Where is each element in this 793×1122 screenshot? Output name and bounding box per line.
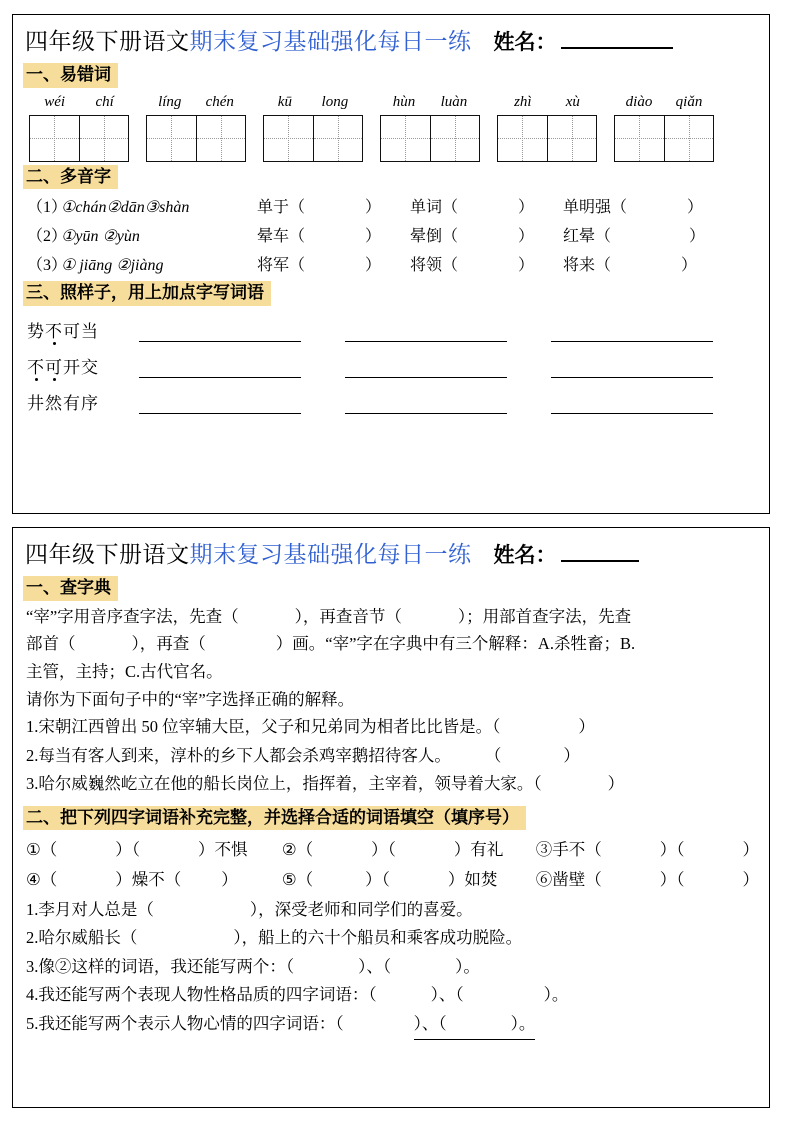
name-label: 姓名：: [493, 543, 557, 567]
idiom-blank-item[interactable]: [282, 836, 536, 860]
paren-close: ）: [607, 774, 625, 794]
row-index: （3）: [27, 257, 68, 275]
idiom-blank-item[interactable]: [536, 866, 759, 890]
title-black-text: 四年级下册语文: [25, 29, 190, 54]
paren-open: （: [40, 840, 58, 860]
item-tail: ）不惧: [198, 840, 248, 860]
idiom-blank-item[interactable]: [536, 836, 759, 860]
idiom-blank-item[interactable]: [282, 866, 536, 890]
answer-write-line[interactable]: [139, 412, 301, 414]
fill-sentence: [23, 1010, 759, 1040]
paren-mid: ）（: [365, 870, 390, 890]
idiom-word: [27, 389, 139, 414]
paren-mid: ）燥不（: [115, 870, 182, 890]
duoyinzi-row: [23, 249, 759, 278]
pinyin-pair: [614, 94, 714, 115]
section-heading-idiom: 二、把下列四字词语补充完整，并选择合适的词语填空（填序号）: [23, 806, 526, 831]
sentence-text: ）。: [510, 1013, 536, 1033]
pinyin-pair: [146, 94, 246, 115]
question-text: 3.哈尔威巍然屹立在他的船长岗位上，指挥着，主宰着，领导着大家。（: [26, 774, 542, 794]
item-marker: ①: [26, 840, 41, 860]
pinyin-grid-row: [23, 94, 759, 162]
idiom-char: 开: [63, 357, 81, 377]
section-heading-1: 一、易错词: [23, 63, 118, 88]
dict-line-2: [23, 630, 759, 658]
idiom-answer-row: [23, 344, 759, 380]
pinyin-syllable: líng: [158, 93, 182, 110]
paren-mid: ）（: [659, 870, 685, 890]
duoyinzi-item[interactable]: [563, 252, 697, 275]
duoyinzi-item[interactable]: [410, 252, 563, 275]
sentence-text: 2.哈尔威船长（: [26, 928, 138, 948]
paren-close: ）: [518, 199, 535, 217]
tianzige-box[interactable]: [146, 115, 246, 162]
paren-close: ）: [687, 199, 704, 217]
page-title: [23, 21, 759, 60]
page-title: [23, 534, 759, 573]
duoyinzi-item[interactable]: [563, 194, 703, 217]
item-text: 晕倒（: [410, 228, 459, 246]
paren-mid: ）（: [659, 840, 685, 860]
paren-close: ）: [365, 199, 382, 217]
word-cell: [146, 94, 263, 162]
item-marker: ⑥: [535, 870, 553, 890]
dict-text: ），再查（: [131, 634, 206, 654]
duoyinzi-item[interactable]: [257, 252, 410, 275]
idiom-char-dotted: 不: [27, 357, 45, 377]
idiom-char: 势: [27, 321, 45, 341]
section-chazidian: [23, 573, 759, 799]
idiom-blank-row: [23, 832, 759, 862]
dict-question: [23, 713, 759, 741]
section-heading-dict: 一、查字典: [23, 576, 118, 601]
pinyin-syllable: xù: [565, 93, 580, 110]
paren-mid: ）（: [115, 840, 141, 860]
idiom-blank-row: [23, 862, 759, 892]
fill-sentence: [23, 924, 759, 952]
fill-sentence: [23, 892, 759, 924]
pinyin-syllable: kū: [277, 93, 292, 110]
sentence-text: ）、（: [430, 985, 464, 1005]
section-siziciyu: [23, 803, 759, 1040]
word-cell: [29, 94, 146, 162]
idiom-char: 可: [63, 321, 81, 341]
dict-line-1: [23, 603, 759, 631]
sentence-text: 5.我还能写两个表示人物心情的四字词语：（: [26, 1013, 344, 1033]
name-label: 姓名：: [493, 30, 557, 54]
fill-sentence: [23, 953, 759, 981]
item-tail: ）如焚: [447, 870, 498, 890]
section-yicuoci: [23, 60, 759, 162]
item-marker: ⑤: [281, 870, 297, 890]
dict-line-4: 请你为下面句子中的“宰”字选择正确的解释。: [26, 689, 355, 709]
answer-write-line[interactable]: [551, 340, 713, 342]
idiom-char: 交: [81, 357, 99, 377]
name-write-line[interactable]: [561, 33, 673, 49]
paren-close: ）: [563, 745, 580, 765]
paren-close: ）: [518, 228, 535, 246]
tianzige-box[interactable]: [380, 115, 480, 162]
paren-close: ）: [365, 228, 382, 246]
item-text: 红晕（: [563, 228, 612, 246]
item-tail: ）: [742, 870, 759, 890]
item-text: 单词（: [410, 199, 459, 217]
paren-open: 手不（: [552, 840, 602, 860]
dict-text: ）；用部首查字法，先查: [457, 606, 632, 626]
sentence-text: 4.我还能写两个表现人物性格品质的四字词语：（: [26, 985, 377, 1005]
word-cell: [380, 94, 497, 162]
pinyin-syllable: luàn: [440, 93, 468, 110]
sentence-text: 3.像②这样的词语，我还能写两个：（: [26, 956, 295, 976]
idiom-char-dotted: 可: [45, 357, 63, 377]
section-zhaoyangzi: [23, 278, 759, 416]
title-blue-text: 期末复习基础强化每日一练: [189, 542, 472, 567]
duoyinzi-item[interactable]: [257, 194, 410, 217]
worksheet-page-2: [12, 527, 770, 1108]
paren-open: 凿壁（: [552, 870, 602, 890]
title-black-text: 四年级下册语文: [25, 542, 190, 567]
section-heading-2: 二、多音字: [23, 165, 118, 190]
tianzige-box[interactable]: [29, 115, 129, 162]
sentence-text: ）、（: [413, 1013, 447, 1033]
pinyin-syllable: chén: [205, 93, 234, 110]
section-heading-3: 三、照样子，用上加点字写词语: [23, 281, 271, 306]
paren-close: ）: [689, 228, 706, 246]
tianzige-box[interactable]: [263, 115, 363, 162]
paren-close: ）: [578, 717, 595, 737]
tianzige-box[interactable]: [614, 115, 714, 162]
word-cell: [497, 94, 614, 162]
pinyin-syllable: qiǎn: [675, 93, 703, 110]
underlined-blank-group[interactable]: [414, 1010, 536, 1040]
question-text: 1.宋朝江西曾出 50 位宰辅大臣，父子和兄弟同为相者比比皆是。（: [26, 717, 501, 737]
duoyinzi-item[interactable]: [410, 194, 563, 217]
sentence-text: ），深受老师和同学们的喜爱。: [249, 900, 473, 920]
row-index: （2）: [27, 228, 68, 246]
section-duoyinzi: [23, 162, 759, 279]
worksheet-page-1: [12, 14, 770, 514]
idiom-word: [27, 317, 139, 342]
idiom-char-dotted: 不: [45, 321, 63, 341]
item-marker: ④: [26, 870, 41, 890]
answer-write-line[interactable]: [345, 412, 507, 414]
duoyinzi-item[interactable]: [563, 223, 705, 246]
duoyinzi-row: [23, 220, 759, 249]
answer-write-line[interactable]: [345, 376, 507, 378]
pinyin-syllable: diào: [625, 93, 653, 110]
sentence-text: ）。: [455, 956, 480, 976]
row-index: （1）: [27, 199, 68, 217]
duoyinzi-row: [23, 191, 759, 220]
idiom-char: 井: [27, 393, 45, 413]
duoyinzi-item[interactable]: [410, 223, 563, 246]
paren-open: （: [40, 870, 58, 890]
dict-question: [23, 770, 759, 798]
pinyin-syllable: chí: [95, 93, 114, 110]
dict-question: [23, 742, 759, 770]
row-pinyin-options: ①chán②dān③shàn: [61, 199, 190, 217]
idiom-blank-item[interactable]: [26, 836, 282, 860]
question-text: 2.每当有客人到来，淳朴的乡下人都会杀鸡宰鹅招待客人。: [26, 745, 451, 765]
item-tail: ）有礼: [453, 840, 504, 860]
dict-text: ）画。“宰”字在字典中有三个解释：A.杀牲畜；B.: [275, 634, 636, 654]
item-text: 将领（: [410, 257, 459, 275]
dict-text: “宰”字用音序查字法，先查（: [26, 606, 239, 626]
item-text: 单明强（: [563, 199, 628, 217]
answer-write-line[interactable]: [139, 340, 301, 342]
item-text: 将来（: [563, 257, 612, 275]
pinyin-syllable: wéi: [44, 93, 66, 110]
paren-close: ）: [681, 257, 698, 275]
idiom-word: [27, 353, 139, 378]
dict-text: ），再查音节（: [294, 606, 402, 626]
pinyin-pair: [263, 94, 363, 115]
pinyin-pair: [29, 94, 129, 115]
pinyin-pair: [497, 94, 597, 115]
idiom-char: 当: [81, 321, 99, 341]
item-marker: ③: [535, 840, 553, 860]
word-cell: [263, 94, 380, 162]
paren-mid: ）（: [371, 840, 396, 860]
idiom-answer-row: [23, 380, 759, 416]
sentence-text: ）。: [543, 985, 569, 1005]
title-blue-text: 期末复习基础强化每日一练: [189, 29, 472, 54]
pinyin-syllable: zhì: [514, 93, 532, 110]
sentence-text: ）、（: [358, 956, 392, 976]
item-marker: ②: [281, 840, 297, 860]
pinyin-syllable: hùn: [392, 93, 416, 110]
idiom-char: 有: [63, 393, 81, 413]
dict-line-3: 主管，主持；C.古代官名。: [26, 661, 223, 681]
paren-close: ）: [365, 257, 382, 275]
row-pinyin-options: ① jiāng ②jiàng: [61, 257, 164, 275]
duoyinzi-item[interactable]: [257, 223, 410, 246]
paren-open: （: [296, 840, 314, 860]
answer-write-line[interactable]: [551, 412, 713, 414]
paren-open: （: [484, 745, 502, 765]
pinyin-pair: [380, 94, 480, 115]
dict-text: 部首（: [26, 634, 76, 654]
item-text: 晕车（: [257, 228, 306, 246]
idiom-char: 然: [45, 393, 63, 413]
row-pinyin-options: ①yūn ②yùn: [61, 228, 140, 246]
pinyin-syllable: long: [321, 93, 349, 110]
paren-close: ）: [518, 257, 535, 275]
item-text: 单于（: [257, 199, 306, 217]
word-cell: [614, 94, 731, 162]
item-text: 将军（: [257, 257, 306, 275]
answer-write-line[interactable]: [551, 376, 713, 378]
sentence-text: ），船上的六十个船员和乘客成功脱险。: [233, 928, 523, 948]
item-tail: ）: [221, 870, 238, 890]
idiom-answer-row: [23, 308, 759, 344]
sentence-text: 1.李月对人总是（: [26, 900, 154, 920]
paren-open: （: [296, 870, 314, 890]
idiom-blank-item[interactable]: [26, 866, 282, 890]
answer-write-line[interactable]: [139, 376, 301, 378]
fill-sentence: [23, 981, 759, 1009]
item-tail: ）: [742, 840, 759, 860]
tianzige-box[interactable]: [497, 115, 597, 162]
idiom-char: 序: [81, 393, 99, 413]
name-write-line[interactable]: [561, 546, 639, 562]
answer-write-line[interactable]: [345, 340, 507, 342]
